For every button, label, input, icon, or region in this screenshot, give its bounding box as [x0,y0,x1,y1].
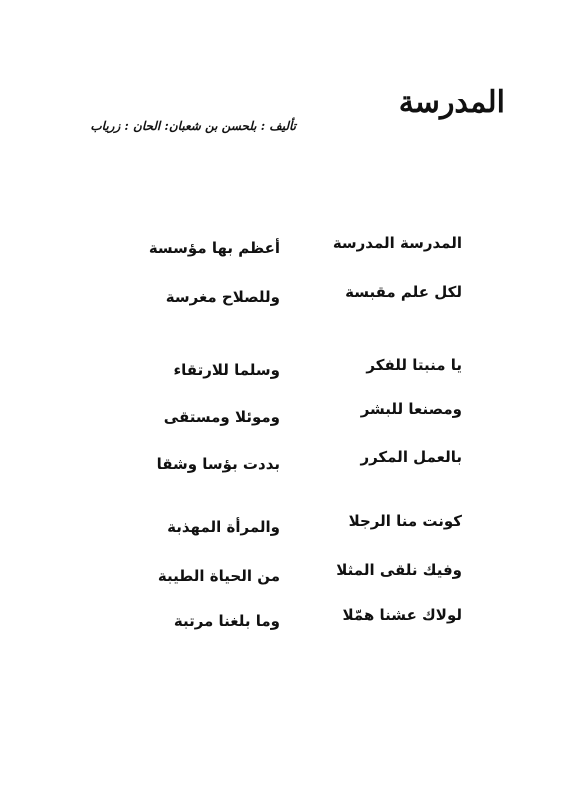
verse-right-hemistich: لكل علم مقبسة [345,283,462,301]
verse-left-hemistich: أعظم بها مؤسسة [148,239,280,257]
verse-right-hemistich: كونت منا الرجلا [348,512,462,530]
verse-right-hemistich: يا منبتا للفكر [366,356,462,374]
verse-left-hemistich: وما بلغنا مرتبة [173,612,280,630]
verse-right-hemistich: لولاك عشنا همّلا [342,606,462,624]
poem-credits: تأليف : بلحسن بن شعبان: الحان : زرياب [90,119,296,133]
poem-title: المدرسة [398,85,505,120]
verse-right-hemistich: بالعمل المكرر [360,448,462,466]
verse-left-hemistich: وموئلا ومستقى [163,408,280,426]
verse-left-hemistich: والمرأة المهذبة [167,518,280,536]
verse-right-hemistich: ومصنعا للبشر [360,400,462,418]
verse-left-hemistich: وللصلاح مغرسة [165,288,280,306]
verse-right-hemistich: المدرسة المدرسة [332,234,462,252]
verse-left-hemistich: بددت بؤسا وشقا [156,455,280,473]
verse-right-hemistich: وفيك نلقى المثلا [336,561,462,579]
verse-left-hemistich: من الحياة الطيبة [157,567,280,585]
verse-left-hemistich: وسلما للارتقاء [173,361,280,379]
